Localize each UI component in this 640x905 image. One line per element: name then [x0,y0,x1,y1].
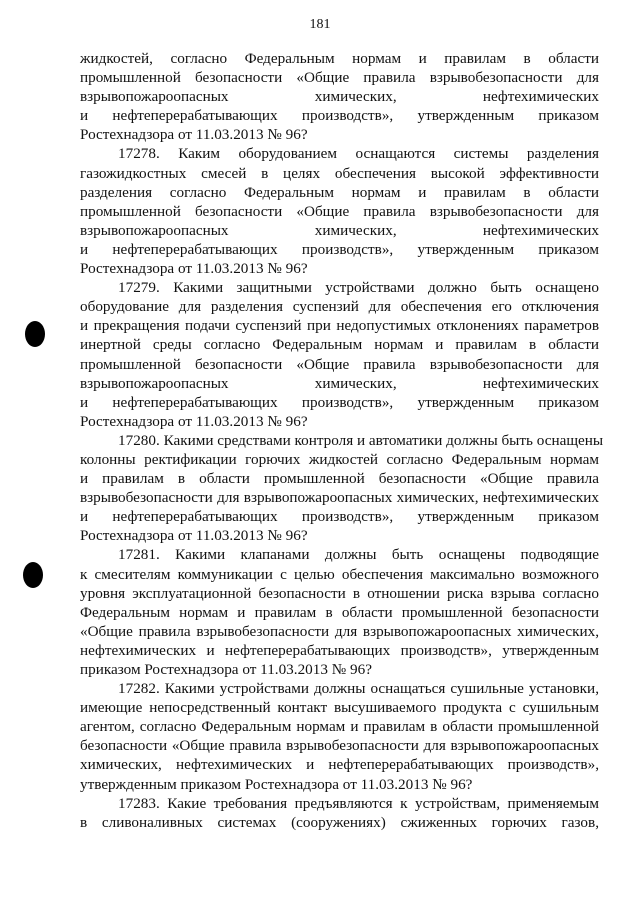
text-line: колонны ректификации горючих жидкостей согласно Федеральным нормам [80,450,599,468]
text-line: агентом, согласно Федеральным нормам и правилам в области промышленной [80,718,599,736]
text-line: промышленной безопасности «Общие правила взрывобезопасности для [80,202,599,220]
text-line: 17278. Каким оборудованием оснащаются системы разделения [118,145,599,163]
text-line: Ростехнадзора от 11.03.2013 № 96? [80,126,308,144]
text-line: приказом Ростехнадзора от 11.03.2013 № 96? [80,661,372,678]
punch-hole-mark [25,321,45,347]
text-line: нефтехимических и нефтеперерабатывающих производств», утвержденным [80,641,599,659]
text-line: и нефтеперерабатывающих производств», утвержденным приказом [80,240,599,258]
text-line: 17283. Какие требования предъявляются к устройствам, применяемым [118,794,599,812]
text-line: взрывобезопасности для взрывопожароопасных химических, нефтехимических [80,489,599,507]
text-line: Федеральным нормам и правилам в области промышленной безопасности [80,603,599,621]
text-line: утвержденным приказом Ростехнадзора от 11.03.2013 № 96? [80,775,473,793]
text-line: газожидкостных смесей в целях обеспечения высокой эффективности [80,164,599,182]
text-line: промышленной безопасности «Общие правила взрывобезопасности для [80,355,599,373]
text-line: и нефтеперерабатывающих производств», утвержденным приказом [80,393,599,411]
text-line: Ростехнадзора от 11.03.2013 № 96? [80,260,308,278]
text-line: 17280. Какими средствами контроля и автоматики должны быть оснащены [118,431,604,449]
text-line: 17279. Какими защитными устройствами должно быть оснащено [118,279,599,297]
text-line: промышленной безопасности «Общие правила взрывобезопасности для [80,69,599,87]
text-line: к смесителям коммуникации с целью обеспечения максимально возможного [80,565,599,583]
text-line: и прекращения подачи суспензий при недопустимых отклонениях параметров [80,317,599,335]
page-number: 181 [309,17,331,32]
text-line: инертной среды согласно Федеральным нормам и правилам в области [80,336,599,354]
text-line: Ростехнадзора от 11.03.2013 № 96? [80,412,308,430]
text-line: взрывопожароопасных химических, нефтехимических [80,88,599,106]
text-line: жидкостей, согласно Федеральным нормам и правилам в области [80,50,599,67]
text-line: имеющие непосредственный контакт высушиваемого продукта с сушильным [80,699,599,717]
text-line: взрывопожароопасных химических, нефтехимических [80,221,599,239]
document-body [80,49,604,832]
text-line: Ростехнадзора от 11.03.2013 № 96? [80,527,308,545]
punch-hole-mark [23,562,43,588]
text-line: и нефтеперерабатывающих производств», утвержденным приказом [80,508,599,526]
text-line: в сливоналивных системах (сооружениях) сжиженных горючих газов, [80,813,599,831]
text-line: и правилам в области промышленной безопасности «Общие правила [80,470,599,488]
text-line: уровня эксплуатационной безопасности в отношении риска взрыва согласно [80,584,599,602]
text-line: и нефтеперерабатывающих производств», утвержденным приказом [80,107,599,125]
text-line: 17282. Какими устройствами должны оснащаться сушильные установки, [118,680,599,698]
text-line: разделения согласно Федеральным нормам и правилам в области [80,183,599,201]
text-line: 17281. Какими клапанами должны быть оснащены подводящие [118,546,599,564]
text-line: «Общие правила взрывобезопасности для взрывопожароопасных химических, [80,622,599,640]
text-line: безопасности «Общие правила взрывобезопасности для взрывопожароопасных [80,737,599,755]
text-line: взрывопожароопасных химических, нефтехимических [80,374,599,392]
text-line: химических, нефтехимических и нефтеперерабатывающих производств», [80,756,599,774]
text-line: оборудование для разделения суспензий для обеспечения его отключения [80,298,599,316]
